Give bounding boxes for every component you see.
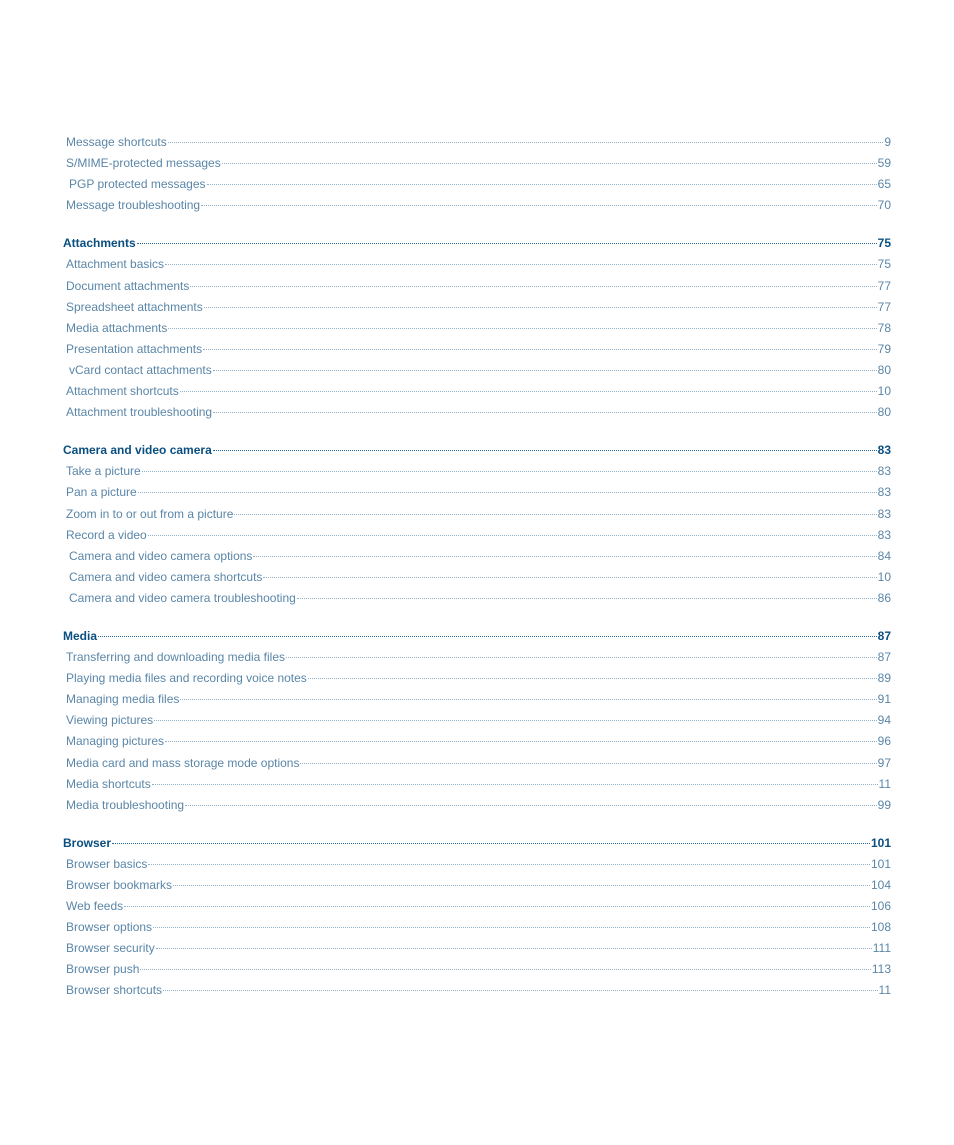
toc-heading-page: 75: [877, 236, 891, 251]
toc-entry-page: 96: [877, 734, 891, 749]
toc-leader-dots: [204, 307, 877, 308]
toc-entry-title: Browser push: [66, 962, 140, 977]
toc-leader-dots: [185, 805, 877, 806]
toc-entry-title: Attachment basics: [66, 257, 165, 272]
toc-leader-dots: [180, 699, 876, 700]
toc-entry-title: Take a picture: [66, 464, 141, 479]
toc-entry-title: Transferring and downloading media files: [66, 650, 286, 665]
toc-entry[interactable]: [63, 381, 891, 402]
toc-entry-title: Camera and video camera shortcuts: [69, 569, 263, 584]
toc-heading-title: Media: [63, 628, 98, 643]
toc-entry-title: Message shortcuts: [66, 135, 167, 149]
toc-entry[interactable]: [63, 875, 891, 896]
toc-leader-dots: [263, 577, 876, 578]
toc-entry-title: Record a video: [66, 527, 147, 542]
toc-leader-dots: [180, 391, 877, 392]
toc-entry-page: 70: [877, 198, 891, 213]
toc-entry-title: Media shortcuts: [66, 776, 151, 791]
toc-entry-page: 65: [877, 177, 891, 192]
toc-entry[interactable]: [63, 297, 891, 318]
toc-entry-page: 75: [877, 257, 891, 272]
toc-leader-dots: [98, 636, 877, 637]
toc-entry-title: S/MIME-protected messages: [66, 156, 221, 171]
toc-entry-title: Viewing pictures: [66, 713, 154, 728]
toc-entry-title: Spreadsheet attachments: [66, 299, 203, 314]
toc-leader-dots: [156, 948, 872, 949]
toc-leader-dots: [190, 286, 876, 287]
toc-entry-page: 83: [877, 485, 891, 500]
toc-heading-title: Attachments: [63, 236, 136, 251]
toc-entry-title: Camera and video camera options: [69, 548, 253, 563]
toc-entry[interactable]: [63, 917, 891, 938]
toc-entry[interactable]: [63, 980, 891, 1001]
toc-leader-dots: [168, 142, 884, 143]
toc-entry-title: Camera and video camera troubleshooting: [69, 590, 296, 605]
toc-leader-dots: [213, 412, 877, 413]
toc-leader-dots: [165, 741, 877, 742]
toc-entry[interactable]: [63, 689, 891, 710]
toc-leader-dots: [168, 328, 876, 329]
toc-section-heading[interactable]: [63, 233, 891, 254]
toc-leader-dots: [297, 598, 877, 599]
toc-entry-page: 83: [877, 506, 891, 521]
toc-entry-page: 83: [877, 527, 891, 542]
toc-entry[interactable]: [63, 896, 891, 917]
toc-entry[interactable]: [63, 339, 891, 360]
toc-entry-page: 78: [877, 320, 891, 335]
toc-leader-dots: [138, 492, 877, 493]
toc-leader-dots: [152, 784, 878, 785]
toc-entry-page: 106: [870, 899, 891, 914]
toc-entry-page: 113: [871, 962, 891, 977]
toc-entry-page: 11: [878, 983, 891, 998]
toc-entry-title: Media card and mass storage mode options: [66, 755, 300, 770]
toc-leader-dots: [165, 264, 877, 265]
toc-entry[interactable]: [63, 525, 891, 546]
toc-entry[interactable]: [63, 276, 891, 297]
toc-leader-dots: [137, 243, 877, 244]
toc-leader-dots: [148, 864, 870, 865]
toc-entry-title: Media attachments: [66, 320, 168, 335]
toc-entry-title: Document attachments: [66, 278, 190, 293]
toc-section-heading[interactable]: [63, 833, 891, 854]
toc-entry-title: Web feeds: [66, 899, 124, 914]
toc-leader-dots: [203, 349, 877, 350]
toc-entry[interactable]: [63, 195, 891, 216]
toc-entry-page: 80: [877, 405, 891, 420]
toc-entry[interactable]: [63, 588, 891, 609]
toc-entry-page: 9: [884, 135, 891, 149]
toc-entry-title: Attachment shortcuts: [66, 384, 179, 399]
toc-entry-page: 10: [877, 384, 891, 399]
toc-entry-page: 77: [877, 278, 891, 293]
toc-entry[interactable]: [63, 174, 891, 195]
toc-leader-dots: [124, 906, 870, 907]
toc-entry-title: Presentation attachments: [66, 341, 203, 356]
toc-entry-page: 101: [870, 856, 891, 871]
toc-entry-page: 108: [870, 920, 891, 935]
toc-heading-page: 83: [877, 443, 891, 458]
toc-entry-title: Message troubleshooting: [66, 198, 201, 213]
toc-entry-page: 99: [877, 797, 891, 812]
toc-heading-title: Browser: [63, 835, 112, 850]
toc-entry[interactable]: [63, 854, 891, 875]
toc-entry-title: vCard contact attachments: [69, 362, 212, 377]
toc-entry-title: Zoom in to or out from a picture: [66, 506, 234, 521]
toc-entry-page: 11: [878, 776, 891, 791]
toc-entry-page: 111: [872, 941, 891, 956]
toc-entry-page: 77: [877, 299, 891, 314]
toc-leader-dots: [140, 969, 870, 970]
toc-entry-page: 59: [877, 156, 891, 171]
toc-entry-title: Browser shortcuts: [66, 983, 163, 998]
toc-entry[interactable]: [63, 254, 891, 275]
toc-entry[interactable]: [63, 753, 891, 774]
toc-leader-dots: [153, 927, 870, 928]
toc-section-heading[interactable]: [63, 626, 891, 647]
toc-entry-title: Browser basics: [66, 856, 148, 871]
toc-entry-title: Managing pictures: [66, 734, 165, 749]
toc-entry[interactable]: [63, 795, 891, 816]
toc-entry[interactable]: [63, 132, 891, 153]
toc-entry-page: 83: [877, 464, 891, 479]
toc-entry-page: 97: [877, 755, 891, 770]
toc-entry[interactable]: [63, 668, 891, 689]
toc-leader-dots: [308, 678, 877, 679]
toc-entry[interactable]: [63, 482, 891, 503]
toc-entry-title: Managing media files: [66, 692, 180, 707]
toc-entry[interactable]: [63, 710, 891, 731]
toc-entry-page: 80: [877, 362, 891, 377]
toc-entry[interactable]: [63, 731, 891, 752]
toc-entry[interactable]: [63, 504, 891, 525]
table-of-contents: [63, 132, 891, 1002]
toc-leader-dots: [253, 556, 876, 557]
toc-entry-page: 89: [877, 671, 891, 686]
toc-entry-title: Playing media files and recording voice notes: [66, 671, 307, 686]
toc-leader-dots: [234, 514, 876, 515]
toc-entry-title: Attachment troubleshooting: [66, 405, 213, 420]
toc-leader-dots: [142, 471, 877, 472]
toc-heading-page: 101: [870, 835, 891, 850]
toc-entry-page: 104: [870, 878, 891, 892]
toc-leader-dots: [222, 163, 877, 164]
toc-leader-dots: [163, 990, 878, 991]
toc-entry-page: 79: [877, 341, 891, 356]
toc-entry-title: Pan a picture: [66, 485, 137, 500]
toc-entry[interactable]: [63, 546, 891, 567]
toc-entry[interactable]: [63, 567, 891, 588]
toc-entry-page: 87: [877, 650, 891, 665]
toc-entry[interactable]: [63, 774, 891, 795]
toc-entry-page: 94: [877, 713, 891, 728]
toc-entry-title: Browser options: [66, 920, 153, 935]
toc-leader-dots: [201, 205, 877, 206]
toc-entry-title: Browser bookmarks: [66, 878, 173, 892]
toc-entry-page: 91: [877, 692, 891, 707]
toc-leader-dots: [213, 450, 877, 451]
toc-leader-dots: [112, 843, 870, 844]
toc-entry-page: 86: [877, 590, 891, 605]
toc-entry[interactable]: [63, 959, 891, 980]
toc-leader-dots: [154, 720, 876, 721]
toc-entry[interactable]: [63, 647, 891, 668]
toc-heading-title: Camera and video camera: [63, 443, 212, 458]
toc-leader-dots: [173, 885, 870, 886]
toc-entry[interactable]: [63, 360, 891, 381]
toc-entry[interactable]: [63, 461, 891, 482]
toc-entry[interactable]: [63, 938, 891, 959]
toc-entry-title: Media troubleshooting: [66, 797, 185, 812]
toc-entry[interactable]: [63, 153, 891, 174]
toc-leader-dots: [300, 763, 876, 764]
toc-heading-page: 87: [877, 628, 891, 643]
toc-entry-title: PGP protected messages: [69, 177, 206, 192]
toc-leader-dots: [207, 184, 877, 185]
toc-leader-dots: [148, 535, 877, 536]
toc-entry-title: Browser security: [66, 941, 155, 956]
toc-section-heading[interactable]: [63, 440, 891, 461]
toc-entry[interactable]: [63, 318, 891, 339]
toc-entry-page: 84: [877, 548, 891, 563]
toc-entry-page: 10: [877, 569, 891, 584]
toc-entry[interactable]: [63, 402, 891, 423]
toc-leader-dots: [286, 657, 877, 658]
toc-leader-dots: [213, 370, 877, 371]
